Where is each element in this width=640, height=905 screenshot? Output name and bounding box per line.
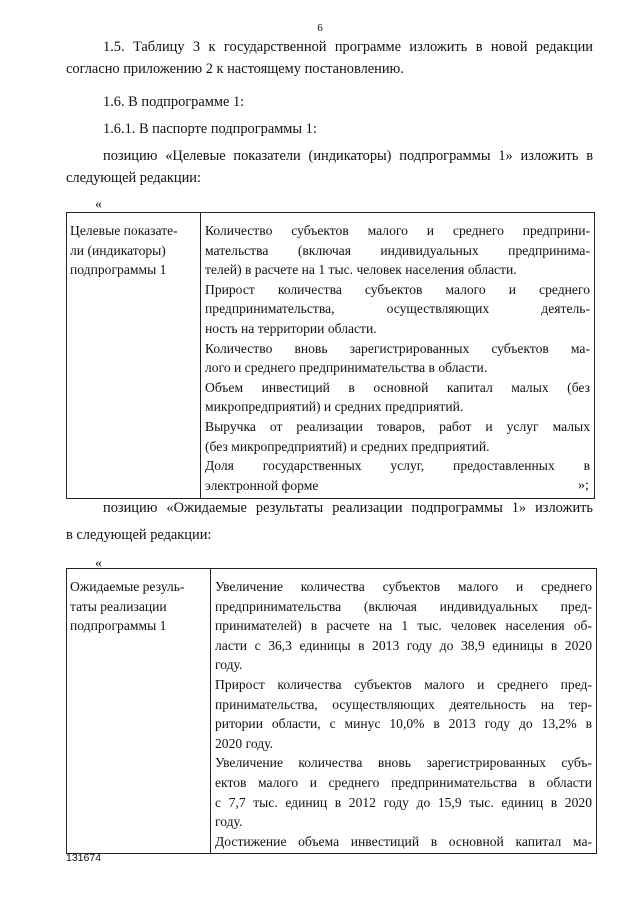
- table-2-content-line: с 7,7 тыс. единиц в 2012 году до 15,9 тыс. единиц в 2020: [215, 794, 592, 810]
- table-1-content-line: предпринимательства, осуществляющих деятель-: [205, 301, 590, 317]
- paragraph-1-5-line-1: 1.5. Таблицу 3 к государственной программе изложить в новой редакции: [103, 39, 593, 55]
- open-quote-1: «: [95, 197, 102, 212]
- table-2-label: [70, 577, 206, 636]
- table-1-content-line: Количество субъектов малого и среднего предприни-: [205, 223, 590, 238]
- table-1-content-line: Прирост количества субъектов малого и среднего: [205, 281, 590, 297]
- table-1-label: [70, 221, 196, 280]
- table-1-content-line: Доля государственных услуг, предоставленных в: [205, 458, 590, 474]
- table-1-content-line: Выручка от реализации товаров, работ и услуг малых: [205, 418, 590, 434]
- table-1-content-line: микропредприятий) и средних предприятий.: [205, 399, 464, 415]
- table-2-label-line: таты реализации: [70, 598, 167, 614]
- position-1-line-1: позицию «Целевые показатели (индикаторы) подпрограммы 1» изложить в: [103, 148, 593, 164]
- table-1-label-cell: [67, 213, 201, 499]
- position-1-line-2: следующей редакции:: [66, 170, 201, 186]
- table-1-content-line: Объем инвестиций в основной капитал малых (без: [205, 379, 590, 395]
- table-1-content-cell: [201, 213, 595, 499]
- position-2-line-1: позицию «Ожидаемые результаты реализации подпрограммы 1» изложить: [103, 500, 593, 516]
- table-2-content-line: 2020 году.: [215, 735, 273, 751]
- table-2-content-line: ласти с 36,3 единицы в 2013 году до 38,9 единицы в 2020: [215, 637, 592, 653]
- table-2-content-line: принимательства, осуществляющих деятельность на тер-: [215, 696, 592, 712]
- table-1-label-line: Целевые показате-: [70, 223, 178, 238]
- position-2-line-2: в следующей редакции:: [66, 527, 212, 543]
- table-1-content-line: электронной форме: [205, 477, 319, 493]
- table-2-label-line: Ожидаемые резуль-: [70, 579, 185, 594]
- table-1-content: [205, 221, 590, 495]
- expected-results-table: [66, 568, 597, 854]
- target-indicators-table: [66, 212, 595, 499]
- paragraph-1-5-line-2: согласно приложению 2 к настоящему постановлению.: [66, 61, 404, 77]
- paragraph-1-6-1: 1.6.1. В паспорте подпрограммы 1:: [103, 121, 317, 137]
- page-number: 6: [317, 22, 323, 34]
- document-code: 131674: [66, 852, 102, 864]
- table-2-content-line: Увеличение количества вновь зарегистрированных субъ-: [215, 755, 592, 771]
- table-1-content-line: телей) в расчете на 1 тыс. человек населения области.: [205, 262, 517, 278]
- paragraph-1-6: 1.6. В подпрограмме 1:: [103, 94, 245, 110]
- table-1-label-line: подпрограммы 1: [70, 262, 167, 278]
- table-1-content-line: лого и среднего предпринимательства в области.: [205, 360, 488, 376]
- table-2-content-cell: [211, 569, 597, 854]
- table-1-content-line: Количество вновь зарегистрированных субъектов ма-: [205, 340, 590, 356]
- table-2-label-cell: [67, 569, 211, 854]
- table-1-label-line: ли (индикаторы): [70, 242, 166, 258]
- table-2-content-line: принимателей) в расчете на 1 тыс. человек населения об-: [215, 618, 592, 634]
- table-2-content-line: году.: [215, 657, 243, 673]
- table-2-content: [215, 577, 592, 851]
- open-quote-2: «: [95, 556, 102, 571]
- table-2-content-line: ритории области, с минус 10,0% в 2013 году до 13,2% в: [215, 716, 592, 732]
- table-2-content-line: Прирост количества субъектов малого и среднего пред-: [215, 676, 592, 692]
- table-2-content-line: ектов малого и среднего предпринимательства в области: [215, 774, 592, 790]
- table-2-content-line: предпринимательства (включая индивидуальных пред-: [215, 598, 592, 614]
- table-2-content-line: Достижение объема инвестиций в основной капитал ма-: [215, 833, 592, 849]
- table-1-content-line: (без микропредприятий) и средних предприятий.: [205, 438, 490, 454]
- close-quote-1: »;: [578, 478, 589, 493]
- table-2-content-line: Увеличение количества субъектов малого и среднего: [215, 579, 592, 594]
- table-2-content-line: году.: [215, 814, 243, 830]
- table-1-content-line: ность на территории области.: [205, 320, 377, 336]
- table-2-label-line: подпрограммы 1: [70, 618, 167, 634]
- table-1-content-line: мательства (включая индивидуальных предпринима-: [205, 242, 590, 258]
